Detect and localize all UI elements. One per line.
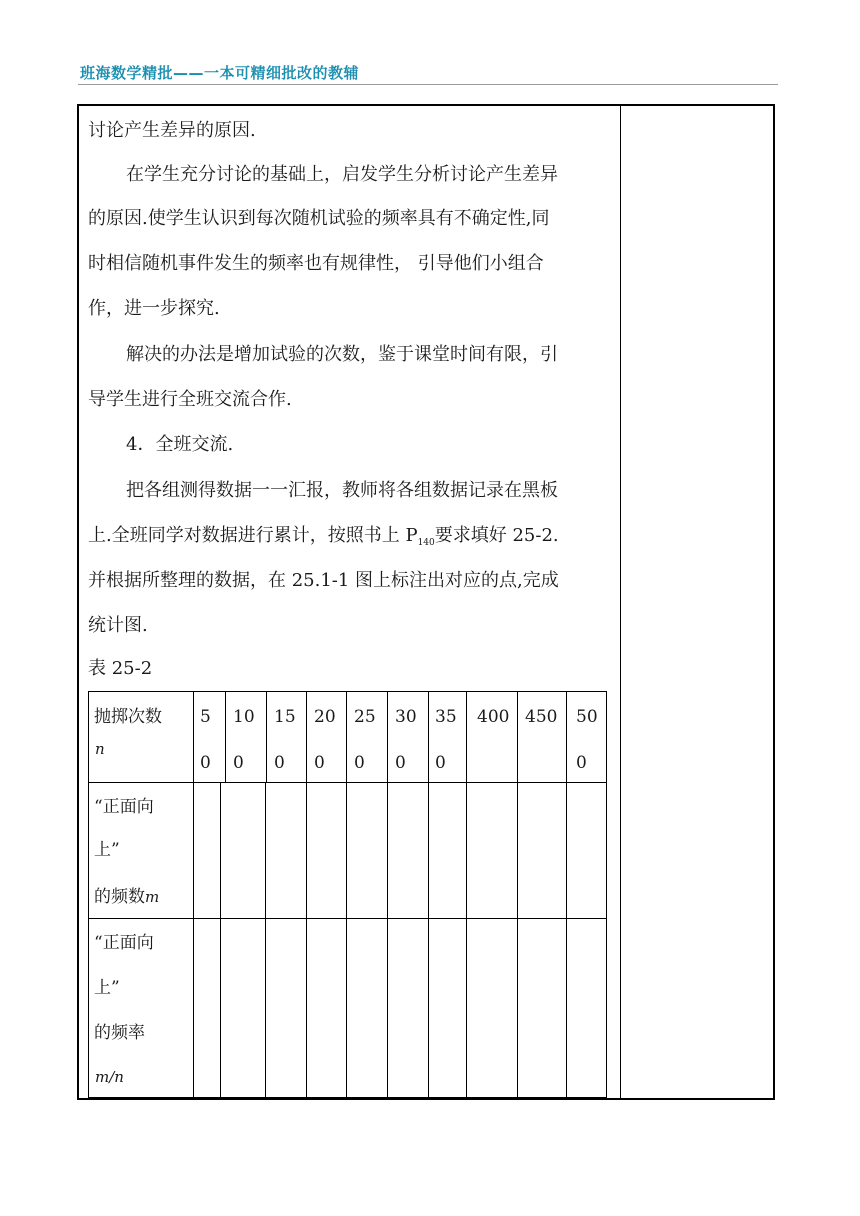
col-value-7-wrap: 0	[435, 753, 446, 773]
col-value-2-wrap: 0	[233, 753, 244, 773]
col-value-1: 5	[200, 707, 211, 727]
col-value-2: 10	[233, 707, 255, 727]
paragraph-line-7: 导学生进行全班交流合作.	[88, 389, 292, 410]
row-frequency-count-label-1: “正面向	[94, 797, 154, 817]
col-value-3: 15	[274, 707, 296, 727]
paragraph-line-9: 把各组测得数据一一汇报，教师将各组数据记录在黑板	[126, 480, 558, 501]
row-frequency-rate-var: m/n	[95, 1068, 124, 1086]
header-rule	[78, 84, 778, 85]
col-value-6-wrap: 0	[395, 753, 406, 773]
col-value-4: 20	[314, 707, 336, 727]
col-value-7: 35	[435, 707, 457, 727]
row-frequency-rate-label-3: 的频率	[94, 1023, 145, 1043]
col-value-3-wrap: 0	[274, 753, 285, 773]
col-value-4-wrap: 0	[314, 753, 325, 773]
paragraph-line-5: 作，进一步探究.	[88, 298, 220, 319]
frame-column-divider	[620, 104, 621, 1100]
paragraph-line-6: 解决的办法是增加试验的次数，鉴于课堂时间有限，引	[126, 344, 558, 365]
row-throws-label: 抛掷次数	[94, 707, 162, 727]
col-value-5: 25	[354, 707, 376, 727]
col-value-6: 30	[395, 707, 417, 727]
paragraph-line-10-b: 要求填好 25-2.	[434, 525, 559, 546]
page-subscript: 140	[417, 538, 435, 548]
paragraph-line-3: 的原因.使学生认识到每次随机试验的频率具有不确定性,同	[88, 208, 550, 229]
paragraph-line-10	[88, 526, 559, 549]
row-frequency-count-label-2: 上”	[94, 840, 120, 860]
col-value-1-wrap: 0	[200, 753, 211, 773]
header-title: 班海数学精批——一本可精细批改的教辅	[80, 64, 360, 82]
row-frequency-rate-label-2: 上”	[94, 978, 120, 998]
col-value-8: 400	[477, 707, 510, 727]
row-frequency-count-text: 的频数	[94, 887, 145, 907]
paragraph-line-1: 讨论产生差异的原因.	[88, 120, 256, 141]
row-frequency-rate-label-1: “正面向	[94, 933, 154, 953]
row-frequency-count-var: m	[145, 888, 160, 906]
paragraph-line-8: 4．全班交流.	[126, 434, 234, 455]
paragraph-line-2: 在学生充分讨论的基础上，启发学生分析讨论产生差异	[126, 164, 558, 185]
row-throws-var: n	[95, 740, 105, 758]
col-value-5-wrap: 0	[354, 753, 365, 773]
paragraph-line-11: 并根据所整理的数据，在 25.1-1 图上标注出对应的点,完成	[88, 570, 559, 591]
col-value-10: 50	[576, 707, 598, 727]
row-frequency-count-label-3	[94, 887, 159, 907]
paragraph-line-10-a: 上.全班同学对数据进行累计，按照书上 P	[88, 525, 418, 546]
col-value-10-wrap: 0	[576, 753, 587, 773]
table-caption: 表 25-2	[88, 658, 153, 679]
data-table	[88, 691, 607, 1098]
col-value-9: 450	[525, 707, 558, 727]
paragraph-line-4: 时相信随机事件发生的频率也有规律性， 引导他们小组合	[88, 253, 544, 274]
paragraph-line-12: 统计图.	[88, 615, 148, 636]
